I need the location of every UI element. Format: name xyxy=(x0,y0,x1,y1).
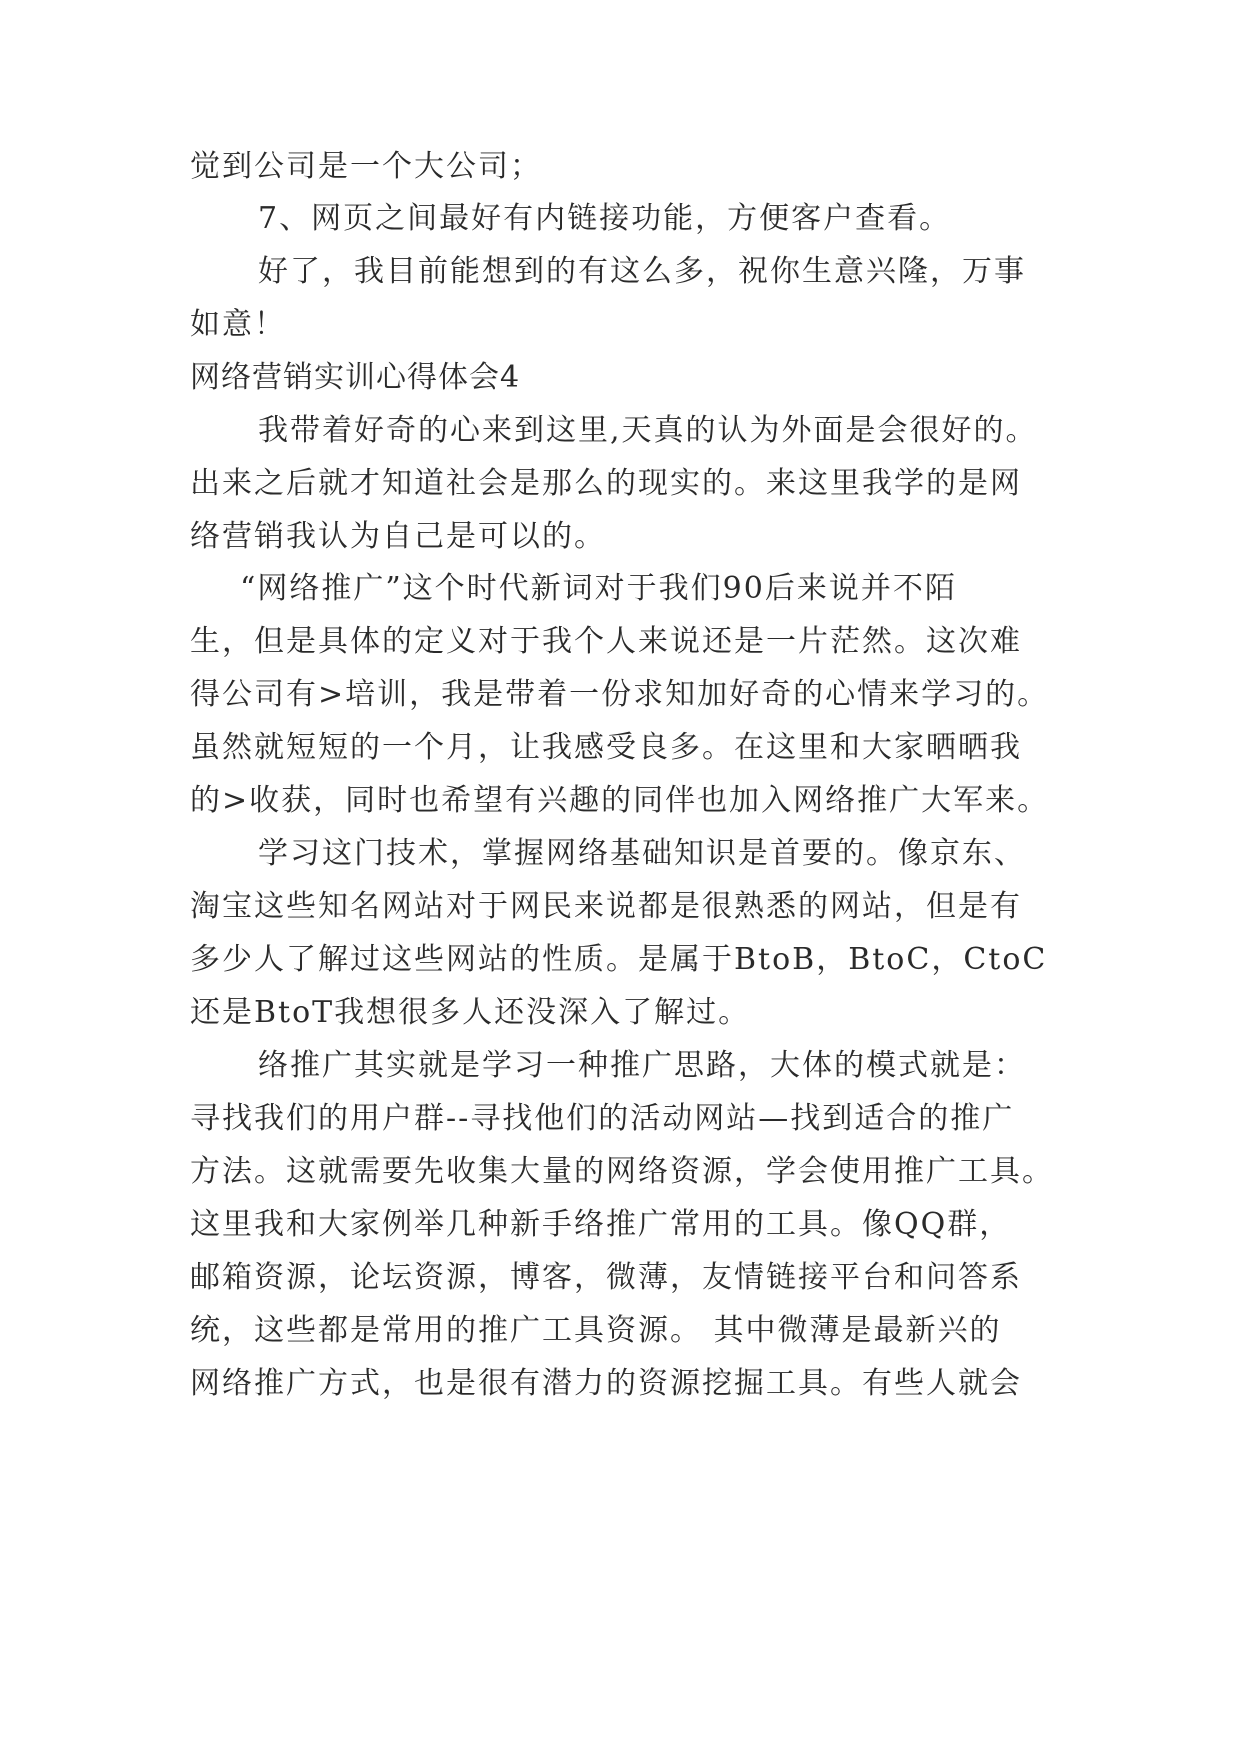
text-line: 7、网页之间最好有内链接功能，方便客户查看。 xyxy=(258,201,952,236)
text-line: 学习这门技术，掌握网络基础知识是首要的。像京东、 xyxy=(258,836,1026,871)
text-line: 网络推广方式，也是很有潜力的资源挖掘工具。有些人就会 xyxy=(190,1366,1022,1401)
text-line: 的>收获，同时也希望有兴趣的同伴也加入网络推广大军来。 xyxy=(190,783,1050,818)
text-line: 邮箱资源，论坛资源，博客，微薄，友情链接平台和问答系 xyxy=(190,1260,1022,1295)
text-line: “网络推广”这个时代新词对于我们90后来说并不陌 xyxy=(240,571,957,606)
text-line: 我带着好奇的心来到这里,天真的认为外面是会很好的。 xyxy=(258,413,1038,448)
text-line: 方法。这就需要先收集大量的网络资源，学会使用推广工具。 xyxy=(190,1154,1054,1189)
text-line: 多少人了解过这些网站的性质。是属于BtoB，BtoC，CtoC xyxy=(190,942,1048,977)
text-line: 得公司有>培训，我是带着一份求知加好奇的心情来学习的。 xyxy=(190,677,1050,712)
text-line: 淘宝这些知名网站对于网民来说都是很熟悉的网站，但是有 xyxy=(190,889,1022,924)
text-line: 出来之后就才知道社会是那么的现实的。来这里我学的是网 xyxy=(190,466,1022,501)
section-heading: 网络营销实训心得体会4 xyxy=(190,360,521,395)
text-line: 虽然就短短的一个月，让我感受良多。在这里和大家晒晒我 xyxy=(190,730,1022,765)
text-line: 觉到公司是一个大公司； xyxy=(190,149,542,184)
text-line: 这里我和大家例举几种新手络推广常用的工具。像QQ群， xyxy=(190,1207,1012,1242)
text-line: 统，这些都是常用的推广工具资源。 其中微薄是最新兴的 xyxy=(190,1313,1002,1348)
text-line: 络营销我认为自己是可以的。 xyxy=(190,519,606,554)
text-line: 络推广其实就是学习一种推广思路，大体的模式就是： xyxy=(258,1048,1026,1083)
text-line: 寻找我们的用户群--寻找他们的活动网站—找到适合的推广 xyxy=(190,1101,1015,1136)
text-line: 好了，我目前能想到的有这么多，祝你生意兴隆，万事 xyxy=(258,254,1026,289)
text-line: 生，但是具体的定义对于我个人来说还是一片茫然。这次难 xyxy=(190,624,1022,659)
text-line: 如意！ xyxy=(190,307,286,342)
text-line: 还是BtoT我想很多人还没深入了解过。 xyxy=(190,995,751,1030)
